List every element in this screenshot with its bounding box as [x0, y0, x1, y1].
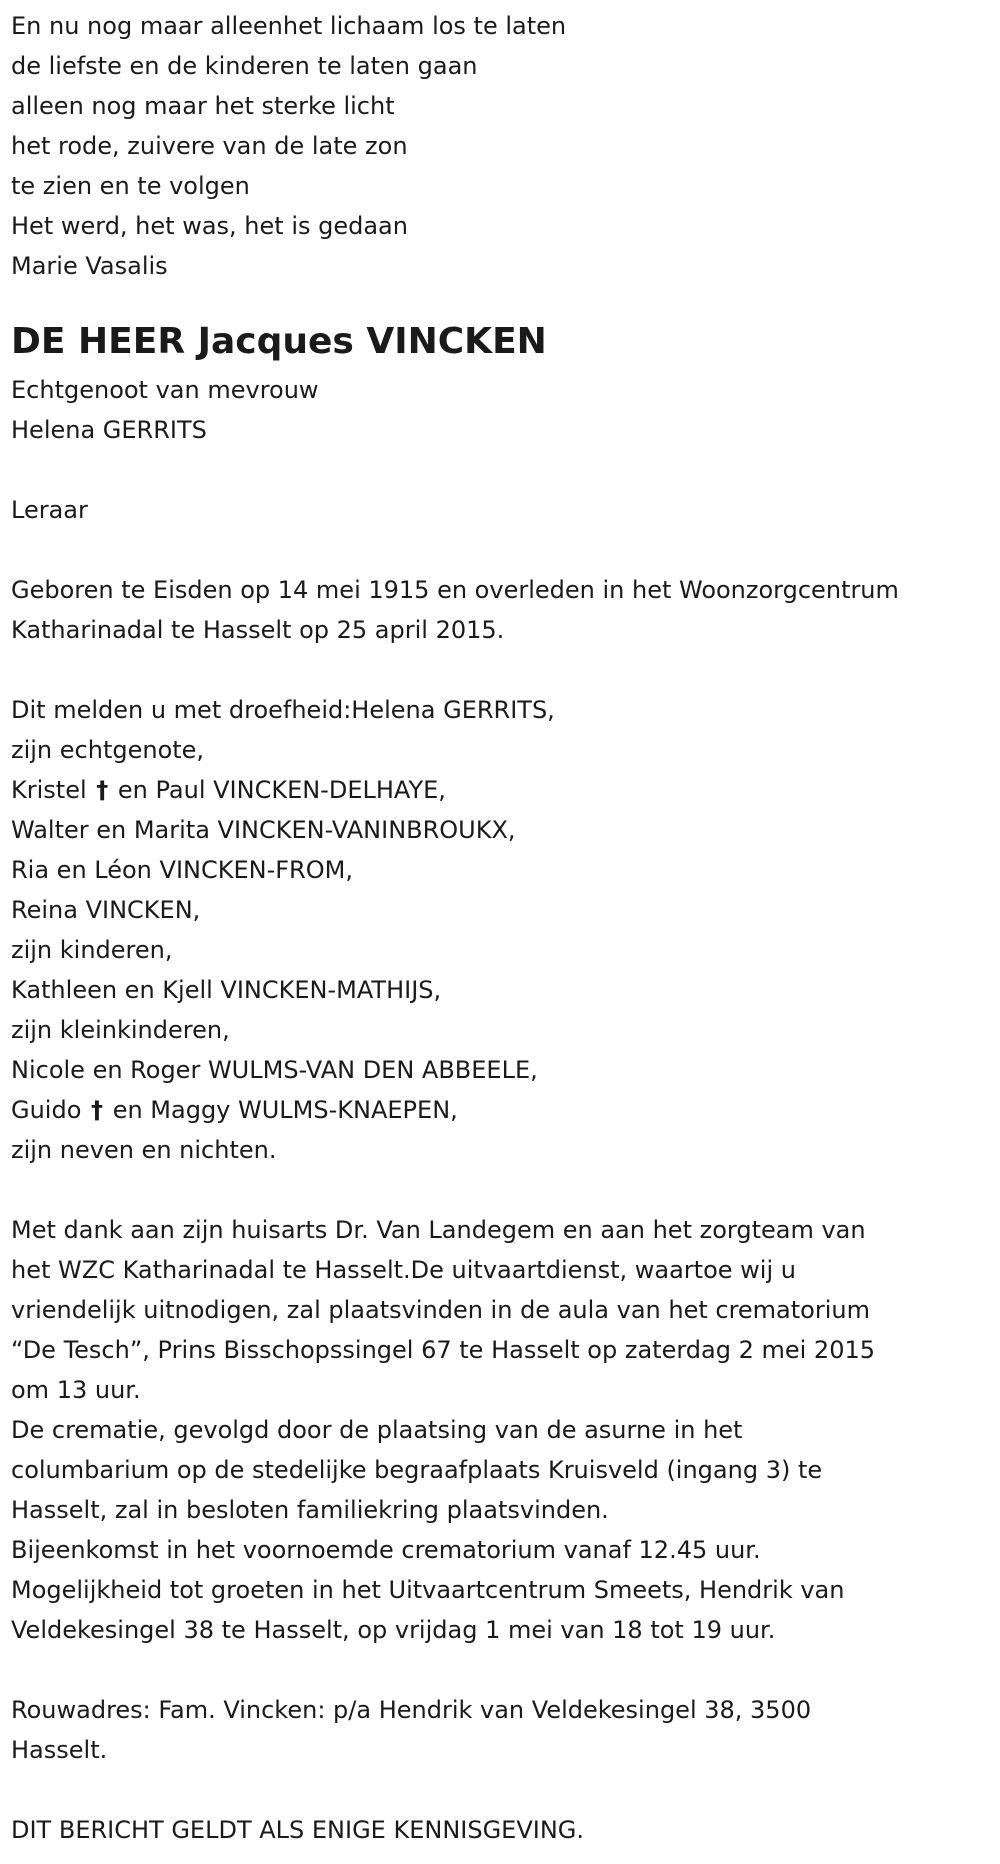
poem-line: Het werd, het was, het is gedaan [11, 212, 408, 240]
family-line: zijn kleinkinderen, [11, 1016, 230, 1044]
service-paragraph [11, 1210, 991, 1650]
obituary-document [11, 6, 991, 1850]
spacer [11, 1770, 991, 1810]
service-line: het WZC Katharinadal te Hasselt.De uitvaartdienst, waartoe wij u [11, 1256, 796, 1284]
poem [11, 6, 991, 286]
family-line [11, 1090, 991, 1130]
spouse-name: Helena GERRITS [11, 416, 207, 444]
spacer [11, 286, 991, 314]
service-line: De crematie, gevolgd door de plaatsing van de asurne in het [11, 1416, 743, 1444]
service-line: om 13 uur. [11, 1376, 141, 1404]
family-name: en Paul VINCKEN-DELHAYE, [117, 776, 446, 804]
cross-icon: † [96, 776, 109, 804]
family-line: Ria en Léon VINCKEN-FROM, [11, 856, 353, 884]
service-line: Hasselt, zal in besloten familiekring plaatsvinden. [11, 1496, 609, 1524]
family-name: Kristel [11, 776, 87, 804]
birth-death-line: Geboren te Eisden op 14 mei 1915 en overleden in het Woonzorgcentrum [11, 576, 899, 604]
address-line: Hasselt. [11, 1736, 108, 1764]
family-line [11, 770, 991, 810]
family-line: Dit melden u met droefheid:Helena GERRITS, [11, 696, 555, 724]
family-list [11, 690, 991, 1170]
family-line: zijn kinderen, [11, 936, 173, 964]
poem-line: En nu nog maar alleenhet lichaam los te laten [11, 12, 567, 40]
address-line: Rouwadres: Fam. Vincken: p/a Hendrik van Veldekesingel 38, 3500 [11, 1696, 812, 1724]
family-line: zijn echtgenote, [11, 736, 205, 764]
service-line: vriendelijk uitnodigen, zal plaatsvinden in de aula van het crematorium [11, 1296, 870, 1324]
poem-line: de liefste en de kinderen te laten gaan [11, 52, 478, 80]
cross-icon: † [91, 1096, 104, 1124]
birth-death-line: Katharinadal te Hasselt op 25 april 2015. [11, 616, 505, 644]
profession: Leraar [11, 496, 88, 524]
deceased-name: DE HEER Jacques VINCKEN [11, 321, 547, 362]
family-name: en Maggy WULMS-KNAEPEN, [112, 1096, 458, 1124]
spacer [11, 1650, 991, 1690]
service-line: Bijeenkomst in het voornoemde crematorium vanaf 12.45 uur. [11, 1536, 761, 1564]
service-line: columbarium op de stedelijke begraafplaats Kruisveld (ingang 3) te [11, 1456, 823, 1484]
family-line: zijn neven en nichten. [11, 1136, 277, 1164]
notice-text: DIT BERICHT GELDT ALS ENIGE KENNISGEVING. [11, 1816, 585, 1844]
family-line: Walter en Marita VINCKEN-VANINBROUKX, [11, 816, 516, 844]
poem-author: Marie Vasalis [11, 252, 168, 280]
service-line: Veldekesingel 38 te Hasselt, op vrijdag 1 mei van 18 tot 19 uur. [11, 1616, 776, 1644]
family-line: Reina VINCKEN, [11, 896, 201, 924]
service-line: Met dank aan zijn huisarts Dr. Van Landegem en aan het zorgteam van [11, 1216, 866, 1244]
spacer [11, 530, 991, 570]
poem-line: het rode, zuivere van de late zon [11, 132, 408, 160]
service-line: Mogelijkheid tot groeten in het Uitvaartcentrum Smeets, Hendrik van [11, 1576, 845, 1604]
service-line: “De Tesch”, Prins Bisschopssingel 67 te Hasselt op zaterdag 2 mei 2015 [11, 1336, 875, 1364]
deceased-block [11, 314, 991, 530]
spacer [11, 1170, 991, 1210]
spacer [11, 650, 991, 690]
mourning-address [11, 1690, 991, 1770]
birth-death-paragraph [11, 570, 991, 650]
family-name: Guido [11, 1096, 82, 1124]
spouse-line: Echtgenoot van mevrouw [11, 376, 319, 404]
family-line: Kathleen en Kjell VINCKEN-MATHIJS, [11, 976, 442, 1004]
poem-line: te zien en te volgen [11, 172, 250, 200]
spacer [11, 450, 991, 490]
family-line: Nicole en Roger WULMS-VAN DEN ABBEELE, [11, 1056, 538, 1084]
poem-line: alleen nog maar het sterke licht [11, 92, 395, 120]
